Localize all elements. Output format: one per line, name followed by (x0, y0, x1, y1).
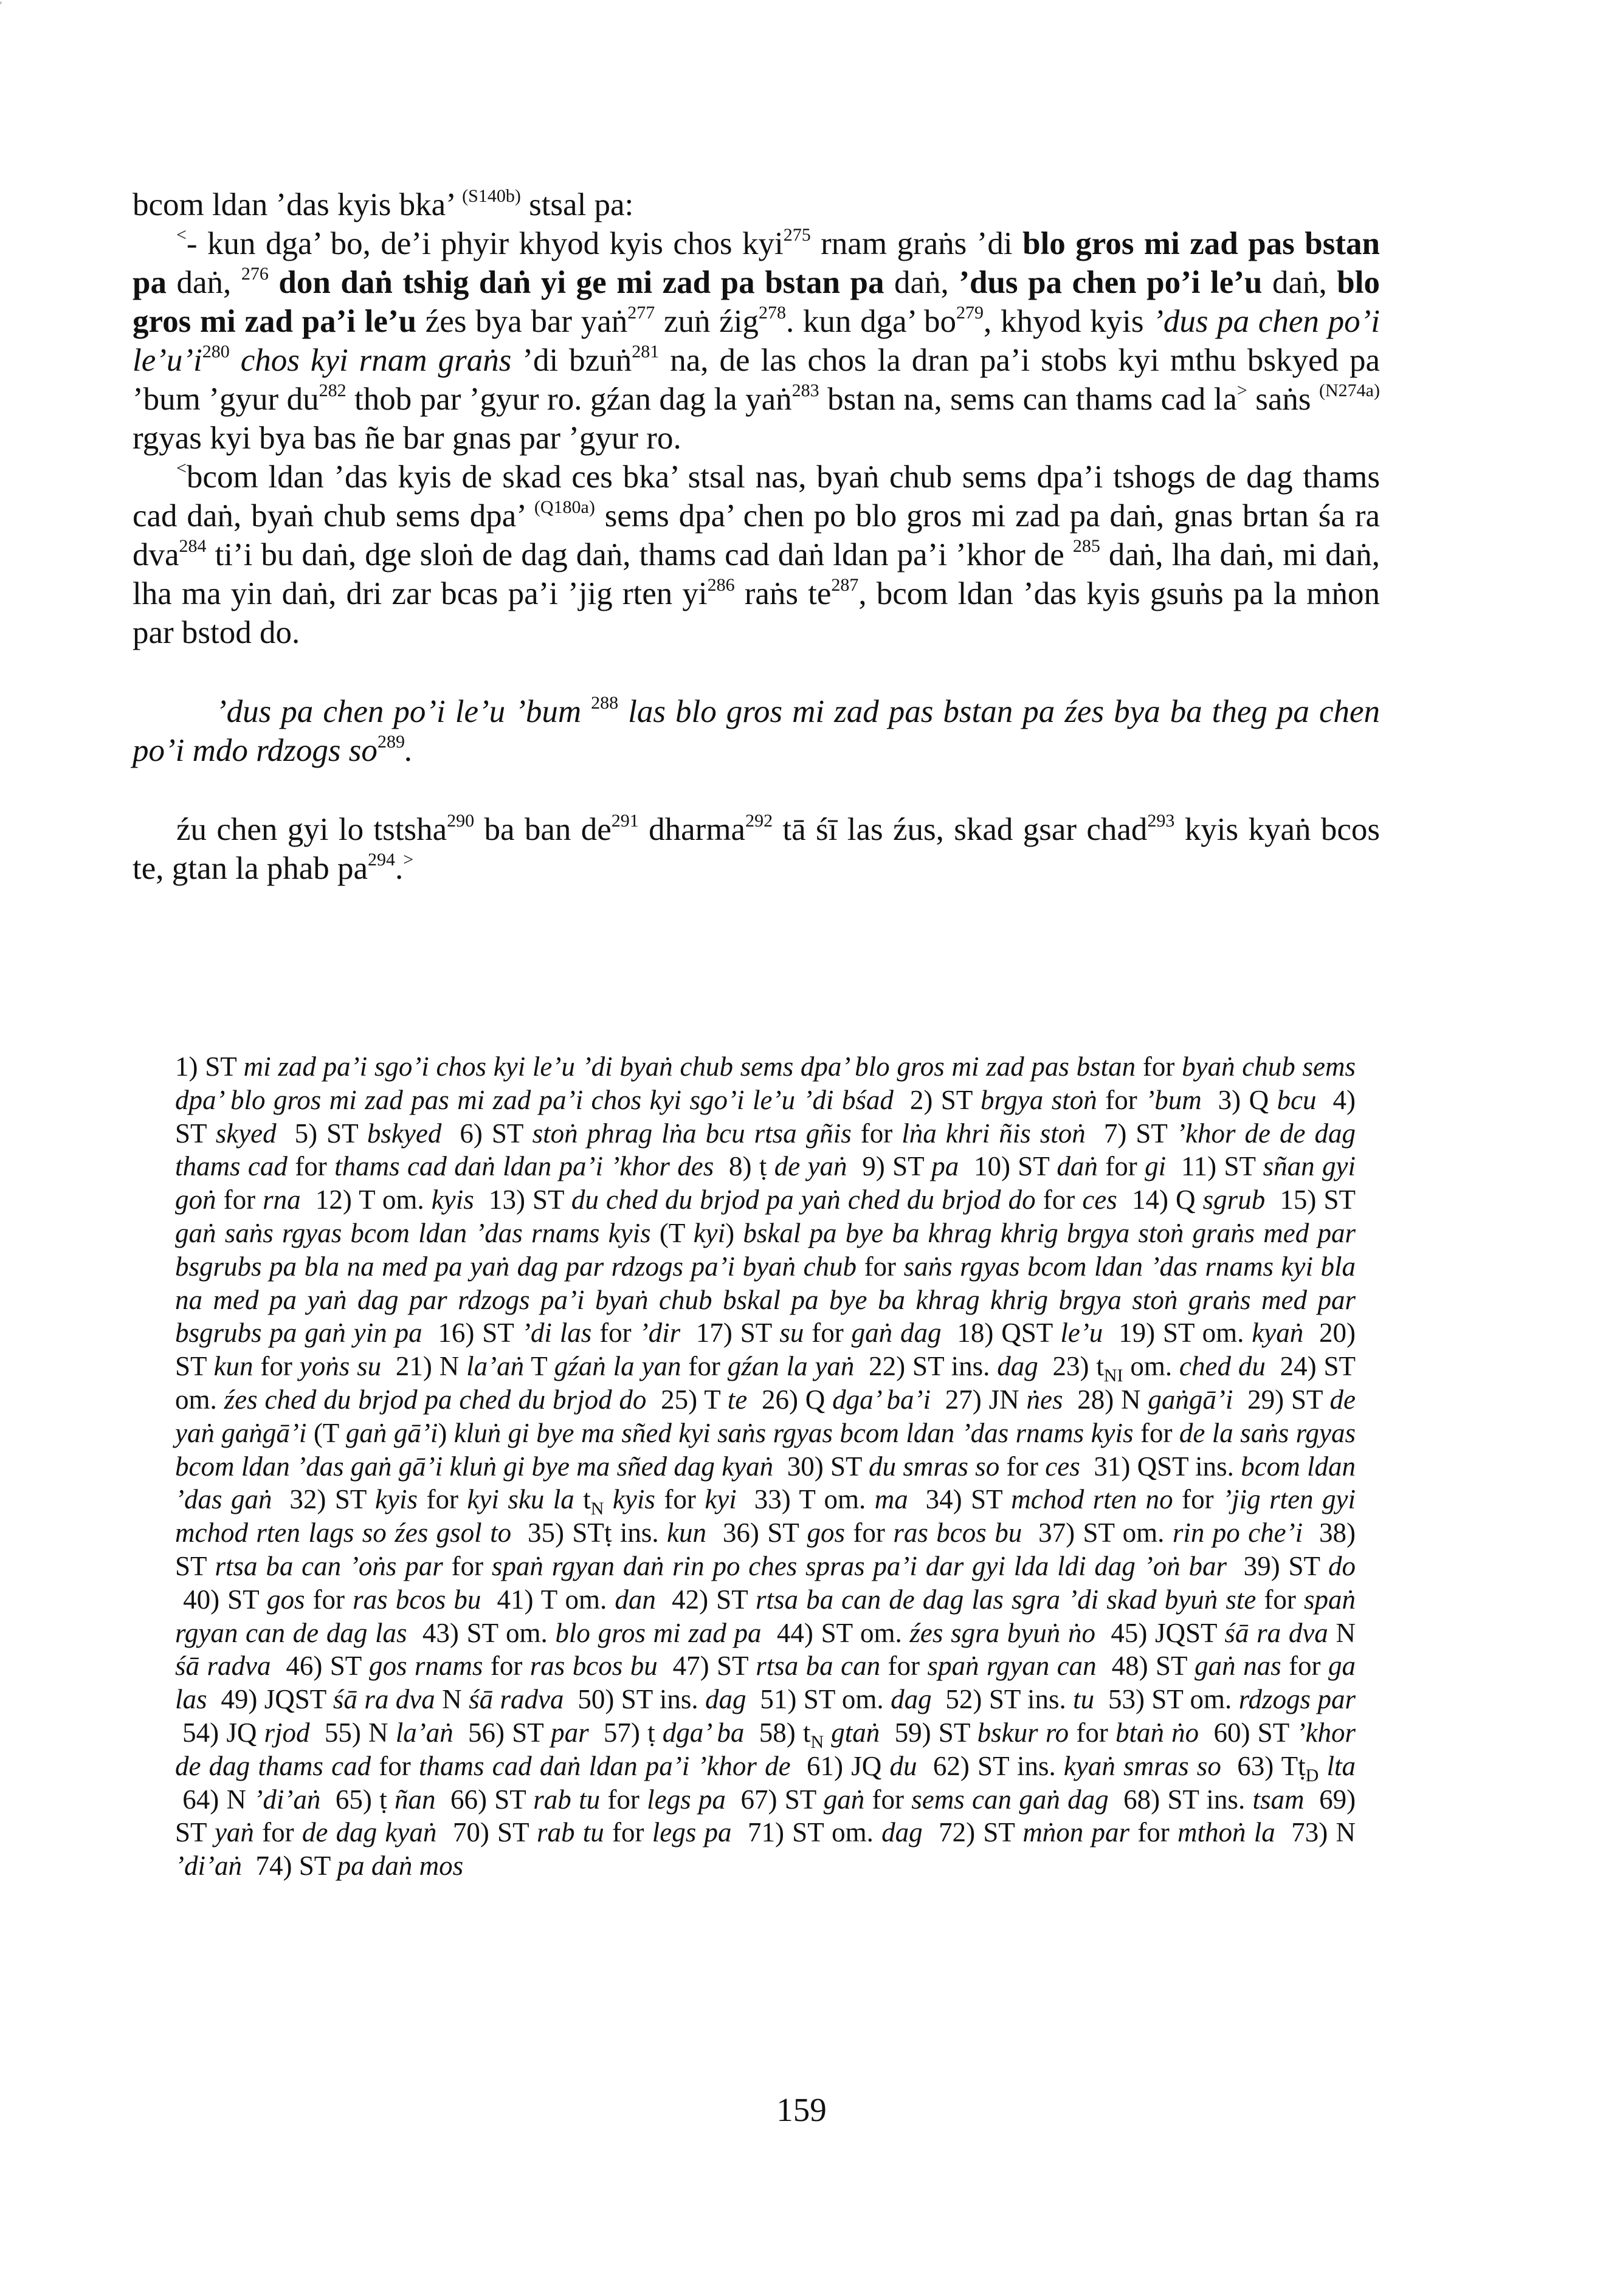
paragraph-2: <- kun dga’ bo, de’i phyir khyod kyis chos kyi$^{275}$ rnam graṅs ’di blo gros mi zad pas bstan pa daṅ, $^{276}$ don daṅ tshig daṅ yi ge mi zad pa bstan pa daṅ, ’dus pa chen po’i le’u daṅ, blo gros mi zad pa’i le’u źes bya bar yaṅ$^{277}$ zuṅ źig$^{278}$. kun dga’ $bo^{279}$, khyod kyis ’dus pa chen po’i $le’u’i^{280}$ chos kyi rnam graṅs ’di bzuṅ$^{281}$ na, de las chos la dran pa’i stobs kyi mthu bskyed pa ’bum ’gyur $du^{282}$ thob par ’gyur ro. gźan dag la yaṅ$^{283}$ bstan na, sems can thams cad la> saṅs $^{(N274a)}$ rgyas kyi bya bas ñe bar gnas par ’gyur ro. (133, 225, 1381, 456)
paragraph-3: <bcom ldan ’das kyis de skad ces bka’ stsal nas, byaṅ chub sems dpa’i tshogs de dag thams cad daṅ, byaṅ chub sems dpa’ $^{(Q180a)}$ sems dpa’ chen po blo gros mi zad pa daṅ, gnas brtan śa ra dva$^{284}$ ti’i bu daṅ, dge sloṅ de dag daṅ, thams cad daṅ ldan pa’i ’khor de $^{285}$ daṅ, lha daṅ, mi daṅ, lha ma yin daṅ, dri zar bcas pa’i ’jig rten $yi^{286}$ raṅs $te^{287}$, bcom ldan ’das kyis gsuṅs pa la mṅon par bstod do. (133, 458, 1380, 650)
page-number: 159 (776, 2091, 827, 2128)
footnotes (175, 1050, 1356, 1883)
colophon: źu chen gyi lo tstsha$^{290}$ ba ban $de^{291}$ dharma$^{292}$ tā śī las źus, skad gsar chad$^{293}$ kyis kyaṅ bcos te, gtan la phab $pa^{294}.^>$ (133, 811, 1381, 886)
main-text (133, 185, 1380, 888)
scan-mark: ʳ (0, 0, 2, 9)
sutra-title-line: ’dus pa chen po’i le’u ’bum $^{288}$ las blo gros mi zad pas bstan pa źes bya ba theg pa chen po’i mdo rdzogs $so^{289}$. (133, 693, 1380, 768)
paragraph-1: bcom ldan ’das kyis bka’ $^{(S140b)}$ stsal pa: (133, 186, 634, 222)
footnote-block: 1) ST mi zad pa’i sgo’i chos kyi le’u ’di byaṅ chub sems dpa’ blo gros mi zad pas bstan for byaṅ chub sems dpa’ blo gros mi zad pas mi zad pa’i chos kyi sgo’i le’u ’di bśad 2) ST brgya stoṅ for ’bum 3) Q bcu 4) ST skyed 5) ST bskyed 6) ST stoṅ phrag lṅa bcu rtsa gñis for lṅa khri ñis stoṅ 7) ST ’khor de de dag thams cad for thams cad daṅ ldan pa’i ’khor des 8) ṭ de yaṅ 9) ST pa 10) ST daṅ for gi 11) ST sñan gyi goṅ for rna 12) T om. kyis 13) ST du ched du brjod pa yaṅ ched du brjod do for ces 14) Q sgrub 15) ST gaṅ saṅs rgyas bcom ldan ’das rnams kyis (T kyi) bskal pa bye ba khrag khrig brgya stoṅ graṅs med par bsgrubs pa bla na med pa yaṅ dag par rdzogs pa’i byaṅ chub for saṅs rgyas bcom ldan ’das rnams kyi bla na med pa yaṅ dag par rdzogs pa’i byaṅ chub bskal pa bye ba khrag khrig brgya stoṅ graṅs med par bsgrubs pa gaṅ yin pa 16) ST ’di las for ’dir 17) ST su for gaṅ dag 18) QST le’u 19) ST om. kyaṅ 20) ST kun for yoṅs su 21) N la’aṅ T gźaṅ la yan for gźan la yaṅ 22) ST ins. dag 23) $t_{NI}$ om. ched du 24) ST om. źes ched du brjod pa ched du brjod do 25) T te 26) Q dga’ ba’i 27) JN ṅes 28) N gaṅgā’i 29) ST de yaṅ gaṅgā’i (T gaṅ gā’i) kluṅ gi bye ma sñed kyi saṅs rgyas bcom ldan ’das rnams kyis for de la saṅs rgyas bcom ldan ’das gaṅ gā’i kluṅ gi bye ma sñed dag kyaṅ 30) ST du smras so for ces 31) QST ins. bcom ldan ’das gaṅ 32) ST kyis for kyi sku la $t_N$ kyis for kyi 33) T om. ma 34) ST mchod rten no for ’jig rten gyi mchod rten lags so źes gsol to 35) STṭ ins. kun 36) ST gos for ras bcos bu 37) ST om. rin po che’i 38) ST rtsa ba can ’oṅs par for spaṅ rgyan daṅ rin po ches spras pa’i dar gyi lda ldi dag ’oṅ bar 39) ST do 40) ST gos for ras bcos bu 41) T om. dan 42) ST rtsa ba can de dag las sgra ’di skad byuṅ ste for spaṅ rgyan can de dag las 43) ST om. blo gros mi zad pa 44) ST om. źes sgra byuṅ ṅo 45) JQST śā ra dva N śā radva 46) ST gos rnams for ras bcos bu 47) ST rtsa ba can for spaṅ rgyan can 48) ST gaṅ nas for ga las 49) JQST śā ra dva N śā radva 50) ST ins. dag 51) ST om. dag 52) ST ins. tu 53) ST om. rdzogs par 54) JQ rjod 55) N la’aṅ 56) ST par 57) ṭ dga’ ba 58) $t_N$ gtaṅ 59) ST bskur ro for btaṅ ṅo 60) ST ’khor de dag thams cad for thams cad daṅ ldan pa’i ’khor de 61) JQ du 62) ST ins. kyaṅ smras so 63) Tṭ$_D$ lta 64) N ’di’aṅ 65) ṭ ñan 66) ST rab tu for legs pa 67) ST gaṅ for sems can gaṅ dag 68) ST ins. tsam 69) ST yaṅ for de dag kyaṅ 70) ST rab tu for legs pa 71) ST om. dag 72) ST mṅon par for mthoṅ la 73) N ’di’aṅ 74) ST pa daṅ mos (175, 1051, 1356, 1882)
